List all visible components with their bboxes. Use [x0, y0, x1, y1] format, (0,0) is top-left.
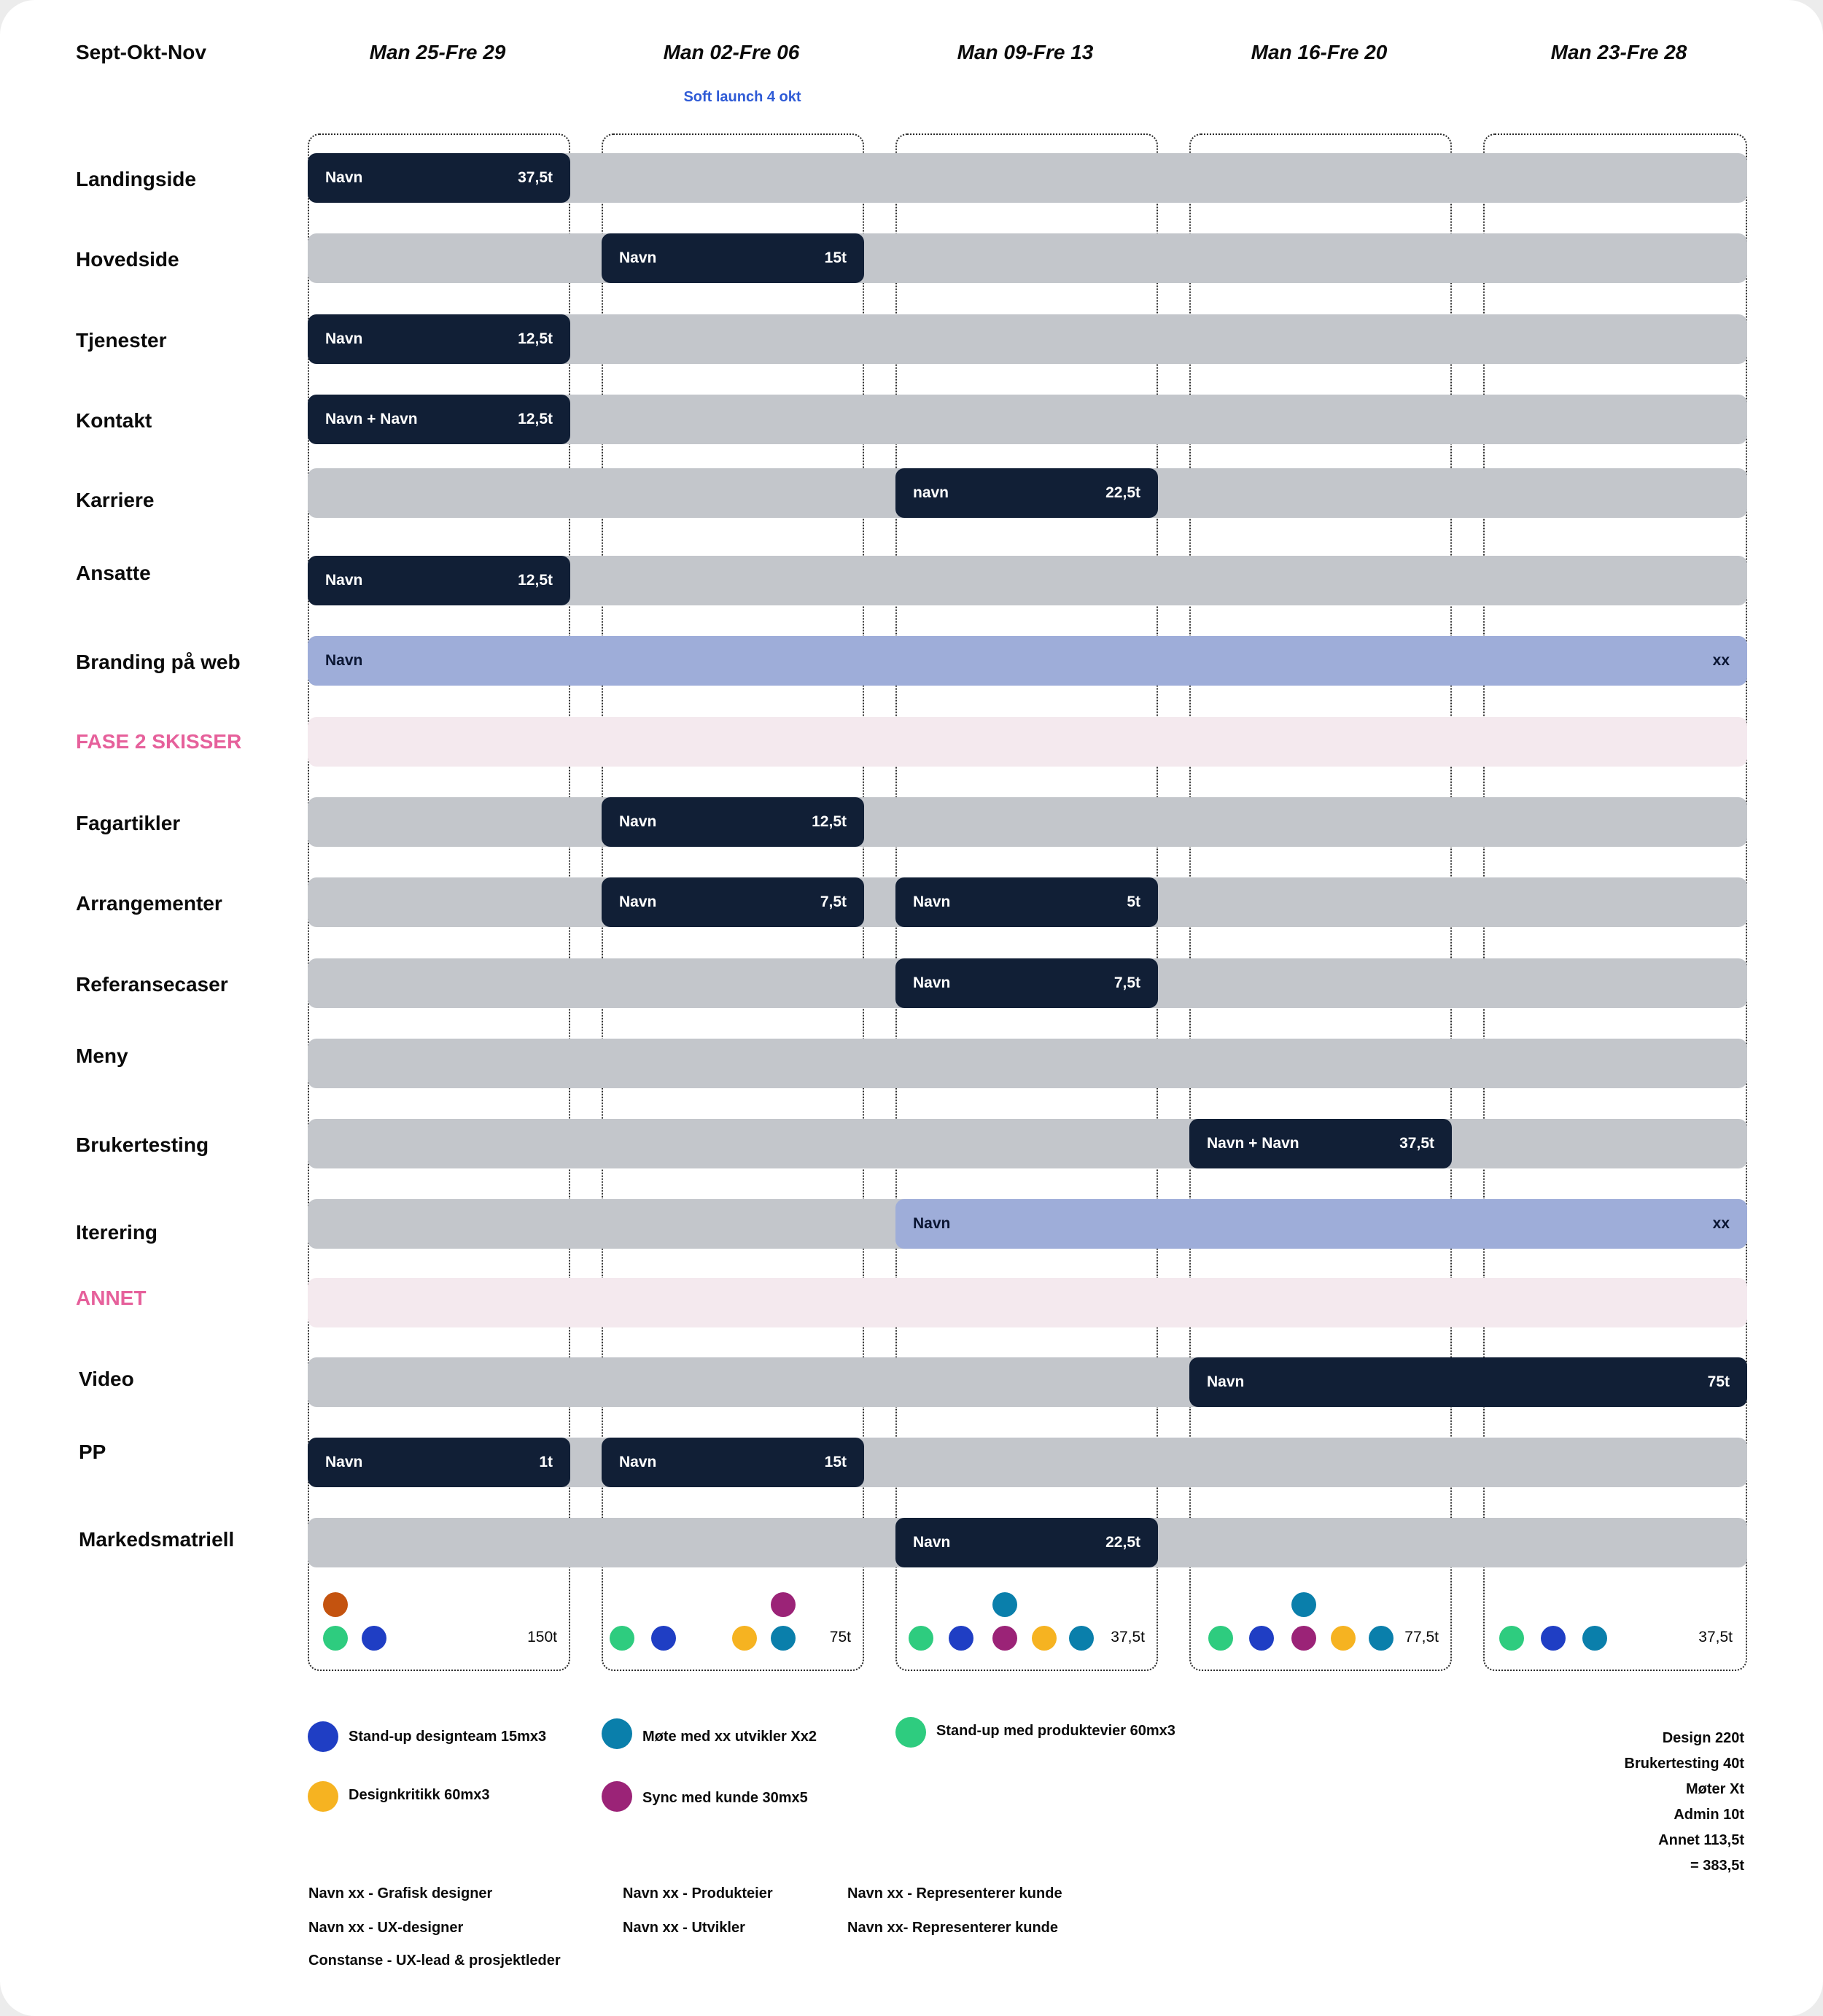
week-header-3: Man 09-Fre 13: [957, 41, 1094, 63]
task-bar-name: Navn: [913, 1215, 951, 1232]
row-label: Arrangementer: [76, 892, 222, 915]
row-label: Hovedside: [76, 248, 179, 271]
meeting-dot-teal: [1582, 1626, 1607, 1651]
legend-dot-teal: [602, 1718, 632, 1749]
task-bar-name: Navn: [325, 652, 363, 669]
section-label: ANNET: [76, 1287, 147, 1309]
meeting-dot-orange: [323, 1592, 348, 1617]
task-bar-hours: 12,5t: [812, 813, 847, 830]
summary-line: Møter Xt: [1686, 1781, 1744, 1797]
legend-dot-green: [895, 1717, 926, 1748]
meeting-dot-blue: [362, 1626, 386, 1651]
task-bar-hours: 12,5t: [518, 411, 553, 427]
row-label: Landingside: [76, 168, 196, 190]
row-label: Referansecaser: [76, 973, 228, 996]
meeting-dot-green: [1499, 1626, 1524, 1651]
task-bar-name: navn: [913, 484, 949, 501]
task-bar-hours: xx: [1712, 652, 1730, 669]
summary-total: = 383,5t: [1690, 1858, 1744, 1874]
summary-line: Annet 113,5t: [1658, 1832, 1744, 1848]
task-bar-hours: 15t: [824, 1454, 847, 1470]
role-entry: Navn xx - Utvikler: [623, 1920, 745, 1936]
row-label: PP: [79, 1441, 106, 1463]
task-bar-name: Navn: [1207, 1373, 1245, 1390]
task-bar-hours: 7,5t: [1113, 974, 1140, 991]
period-label: Sept-Okt-Nov: [76, 41, 206, 63]
summary-line: Admin 10t: [1674, 1807, 1744, 1823]
week-total-hours: 37,5t: [1698, 1629, 1733, 1645]
section-label: FASE 2 SKISSER: [76, 730, 242, 753]
task-bar-hours: 75t: [1707, 1373, 1730, 1390]
meeting-dot-blue: [651, 1626, 676, 1651]
meeting-dot-blue: [1541, 1626, 1566, 1651]
legend-label: Møte med xx utvikler Xx2: [642, 1729, 817, 1745]
legend-label: Designkritikk 60mx3: [349, 1787, 490, 1803]
legend-label: Stand-up med produktevier 60mx3: [936, 1723, 1175, 1739]
legend-label: Sync med kunde 30mx5: [642, 1790, 808, 1806]
week-total-hours: 37,5t: [1111, 1629, 1145, 1645]
task-bar-name: Navn: [325, 572, 363, 589]
meeting-legend: [308, 1721, 1256, 1831]
task-bar-name: Navn: [913, 1534, 951, 1551]
task-bar-hours: 37,5t: [1399, 1135, 1434, 1152]
summary-line: Brukertesting 40t: [1624, 1756, 1744, 1772]
task-bar-hours: 7,5t: [820, 893, 847, 910]
meeting-dot-purple: [992, 1626, 1017, 1651]
task-bar-name: Navn: [913, 893, 951, 910]
week-total-hours: 75t: [829, 1629, 851, 1645]
row-label: Meny: [76, 1044, 128, 1067]
task-bar-hours: 12,5t: [518, 572, 553, 589]
task-bar-name: Navn: [325, 169, 363, 186]
week-total-hours: 77,5t: [1404, 1629, 1439, 1645]
role-entry: Navn xx - Grafisk designer: [308, 1885, 493, 1901]
row-label: Karriere: [76, 489, 155, 511]
row-label: Iterering: [76, 1221, 158, 1244]
meeting-dot-green: [323, 1626, 348, 1651]
meeting-dot-teal: [1291, 1592, 1316, 1617]
row-label: Markedsmatriell: [79, 1528, 235, 1551]
meeting-dot-purple: [771, 1592, 796, 1617]
meeting-dot-green: [1208, 1626, 1233, 1651]
task-bar-name: Navn: [913, 974, 951, 991]
milestone-label: Soft launch 4 okt: [683, 89, 801, 105]
summary-line: Design 220t: [1662, 1730, 1744, 1746]
task-bar-hours: 1t: [539, 1454, 553, 1470]
meeting-dot-green: [610, 1626, 634, 1651]
role-entry: Navn xx - Produkteier: [623, 1885, 773, 1901]
task-bar-hours: xx: [1712, 1215, 1730, 1232]
legend-dot-blue: [308, 1721, 338, 1752]
meeting-dot-yellow: [1032, 1626, 1057, 1651]
role-entry: Navn xx - Representerer kunde: [847, 1885, 1062, 1901]
week-header-2: Man 02-Fre 06: [663, 41, 800, 63]
row-label: Ansatte: [76, 562, 151, 584]
row-label: Branding på web: [76, 651, 241, 673]
task-bar-hours: 5t: [1127, 893, 1140, 910]
role-entry: Constanse - UX-lead & prosjektleder: [308, 1953, 561, 1969]
row-label: Kontakt: [76, 409, 152, 432]
task-bar-name: Navn: [619, 813, 657, 830]
task-bar-hours: 22,5t: [1105, 484, 1140, 501]
week-header-1: Man 25-Fre 29: [369, 41, 506, 63]
meeting-dot-blue: [949, 1626, 973, 1651]
meeting-dot-purple: [1291, 1626, 1316, 1651]
meeting-dot-yellow: [732, 1626, 757, 1651]
week-total-hours: 150t: [527, 1629, 557, 1645]
meeting-dot-teal: [992, 1592, 1017, 1617]
row-label: Fagartikler: [76, 812, 181, 834]
legend-dot-yellow: [308, 1781, 338, 1812]
task-bar-name: Navn: [325, 330, 363, 347]
hours-summary: [1525, 1730, 1744, 1883]
task-bar-hours: 37,5t: [518, 169, 553, 186]
meeting-dot-green: [909, 1626, 933, 1651]
legend-dot-purple: [602, 1781, 632, 1812]
task-bar-hours: 15t: [824, 249, 847, 266]
role-entry: Navn xx - UX-designer: [308, 1920, 464, 1936]
task-bar-name: Navn: [619, 1454, 657, 1470]
week-header-5: Man 23-Fre 28: [1550, 41, 1687, 63]
role-entry: Navn xx- Representerer kunde: [847, 1920, 1059, 1936]
row-label: Brukertesting: [76, 1133, 209, 1156]
task-bar-name: Navn + Navn: [325, 411, 418, 427]
task-bar-name: Navn: [325, 1454, 363, 1470]
legend-label: Stand-up designteam 15mx3: [349, 1729, 547, 1745]
meeting-dot-yellow: [1331, 1626, 1356, 1651]
week-header-4: Man 16-Fre 20: [1251, 41, 1388, 63]
meeting-dot-blue: [1249, 1626, 1274, 1651]
task-bar-name: Navn: [619, 893, 657, 910]
row-label: Video: [79, 1368, 134, 1390]
row-label: Tjenester: [76, 329, 167, 352]
task-bar-name: Navn + Navn: [1207, 1135, 1299, 1152]
task-bar-hours: 22,5t: [1105, 1534, 1140, 1551]
task-bar-hours: 12,5t: [518, 330, 553, 347]
task-bar-name: Navn: [619, 249, 657, 266]
